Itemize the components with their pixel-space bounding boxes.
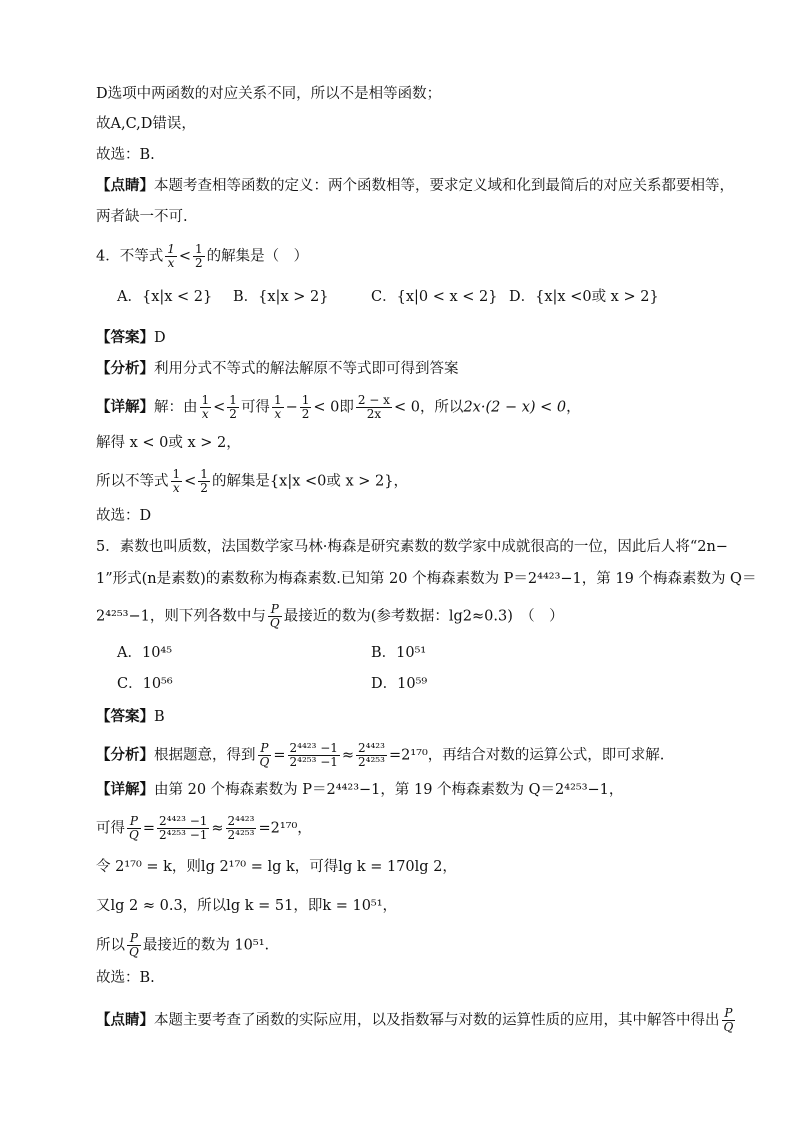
choice-line: 故选：B. — [96, 147, 155, 163]
analysis-text: 利用分式不等式的解法解原不等式即可得到答案 — [154, 361, 459, 377]
question-5-stem: 5．素数也叫质数，法国数学家马林·梅森是研究素数的数学家中成就很高的一位，因此后人将“2n− — [96, 539, 728, 555]
stem-text: 不等式 — [119, 248, 164, 265]
detail-line: 【详解】由第 20 个梅森素数为 P＝2⁴⁴²³−1，第 19 个梅森素数为 Q＝2⁴²⁵³−1， — [96, 781, 624, 798]
detail-line: 【详解】解：由 $\frac{1}{x}$ < $\frac{1}{2}$ 可得 $\frac{1}{x}$ − $\frac{1}{2}$ < 0即 $\frac{2 - x}{2x}$ < 0，所以2x·(2 − x) < 0， — [96, 393, 581, 421]
option-b: B．{x|x > 2} — [233, 289, 329, 305]
comment-line: 两者缺一不可. — [96, 209, 188, 225]
comment-tag: 【点睛】 — [96, 177, 154, 194]
question-4-options — [117, 287, 659, 307]
option-a: A．{x|x < 2} — [117, 289, 213, 305]
analysis-line — [96, 359, 459, 379]
question-5-options — [117, 643, 426, 663]
answer-value: B — [154, 709, 165, 725]
option-b: B．10⁵¹ — [371, 645, 427, 661]
comment-text: 本题考查相等函数的定义：两个函数相等，要求定义域和化到最简后的对应关系都要相等， — [154, 178, 734, 194]
question-5-stem: 2⁴²⁵³−1，则下列各数中与 $\frac{P}{Q}$ 最接近的数为(参考数据：lg2≈0.3) （ ） — [96, 602, 564, 630]
question-4-stem: 4．不等式 $\frac{1}{x}$ < $\frac{1}{2}$ 的解集是（ ） — [96, 242, 309, 270]
text-line: 故A,C,D错误， — [96, 116, 196, 132]
answer-tag: 【答案】 — [96, 329, 154, 346]
detail-tag: 【详解】 — [96, 781, 154, 798]
answer-line — [96, 707, 165, 727]
stem-text: 的解集是（ ） — [206, 248, 309, 265]
comment-tag: 【点睛】 — [96, 1011, 154, 1029]
option-c: C．{x|0 < x < 2} — [371, 289, 498, 305]
detail-line: 又lg 2 ≈ 0.3，所以lg k = 51，即k = 10⁵¹， — [96, 898, 398, 914]
text-line: D选项中两函数的对应关系不同，所以不是相等函数； — [96, 86, 442, 102]
comment-line — [96, 176, 734, 196]
option-c: C．10⁵⁶ — [117, 676, 173, 692]
question-number: 4． — [96, 248, 120, 265]
detail-line: 所以 $\frac{P}{Q}$ 最接近的数为 10⁵¹. — [96, 931, 270, 959]
detail-line: 令 2¹⁷⁰ = k，则lg 2¹⁷⁰ = lg k，可得lg k = 170lg 2， — [96, 859, 457, 875]
choice-line: 故选：B. — [96, 970, 155, 986]
fraction: $\frac{1}{x}$ — [167, 242, 175, 270]
question-5-stem: 1”形式(n是素数)的素数称为梅森素数.已知第 20 个梅森素数为 P＝2⁴⁴²³−1，第 19 个梅森素数为 Q＝ — [96, 571, 757, 587]
choice-line: 故选：D — [96, 508, 152, 524]
option-a: A．10⁴⁵ — [117, 645, 173, 661]
answer-line — [96, 328, 166, 348]
detail-line: 所以不等式 $\frac{1}{x}$ < $\frac{1}{2}$ 的解集是{x|x <0或 x > 2}， — [96, 467, 408, 495]
fraction: $\frac{1}{2}$ — [195, 242, 203, 270]
detail-line: 可得 $\frac{P}{Q}$ = $\frac{\text{2⁴⁴²³ −1}}{\text{2⁴²⁵³ −1}}$ ≈ $\frac{\text{2⁴⁴²³}}{\text{2⁴²⁵³}}$ =2¹⁷⁰， — [96, 814, 312, 842]
option-d: D．10⁵⁹ — [371, 676, 428, 692]
option-d: D．{x|x <0或 x > 2} — [509, 289, 659, 305]
analysis-line: 【分析】根据题意，得到 $\frac{P}{Q}$ = $\frac{\text{2⁴⁴²³ −1}}{\text{2⁴²⁵³ −1}}$ ≈ $\frac{\text{2⁴⁴²³}}{\text{2⁴²⁵³}}$ =2¹⁷⁰，再结合对数的运算公式，即可求解. — [96, 741, 665, 769]
question-5-options — [117, 674, 427, 694]
analysis-tag: 【分析】 — [96, 360, 154, 377]
answer-value: D — [154, 330, 166, 346]
analysis-tag: 【分析】 — [96, 746, 154, 764]
answer-tag: 【答案】 — [96, 708, 154, 725]
detail-line: 解得 x < 0或 x > 2， — [96, 435, 241, 451]
detail-tag: 【详解】 — [96, 398, 154, 416]
comment-line: 【点睛】本题主要考查了函数的实际应用，以及指数幂与对数的运算性质的应用，其中解答中得出 $\frac{P}{Q}$ — [96, 1006, 734, 1034]
